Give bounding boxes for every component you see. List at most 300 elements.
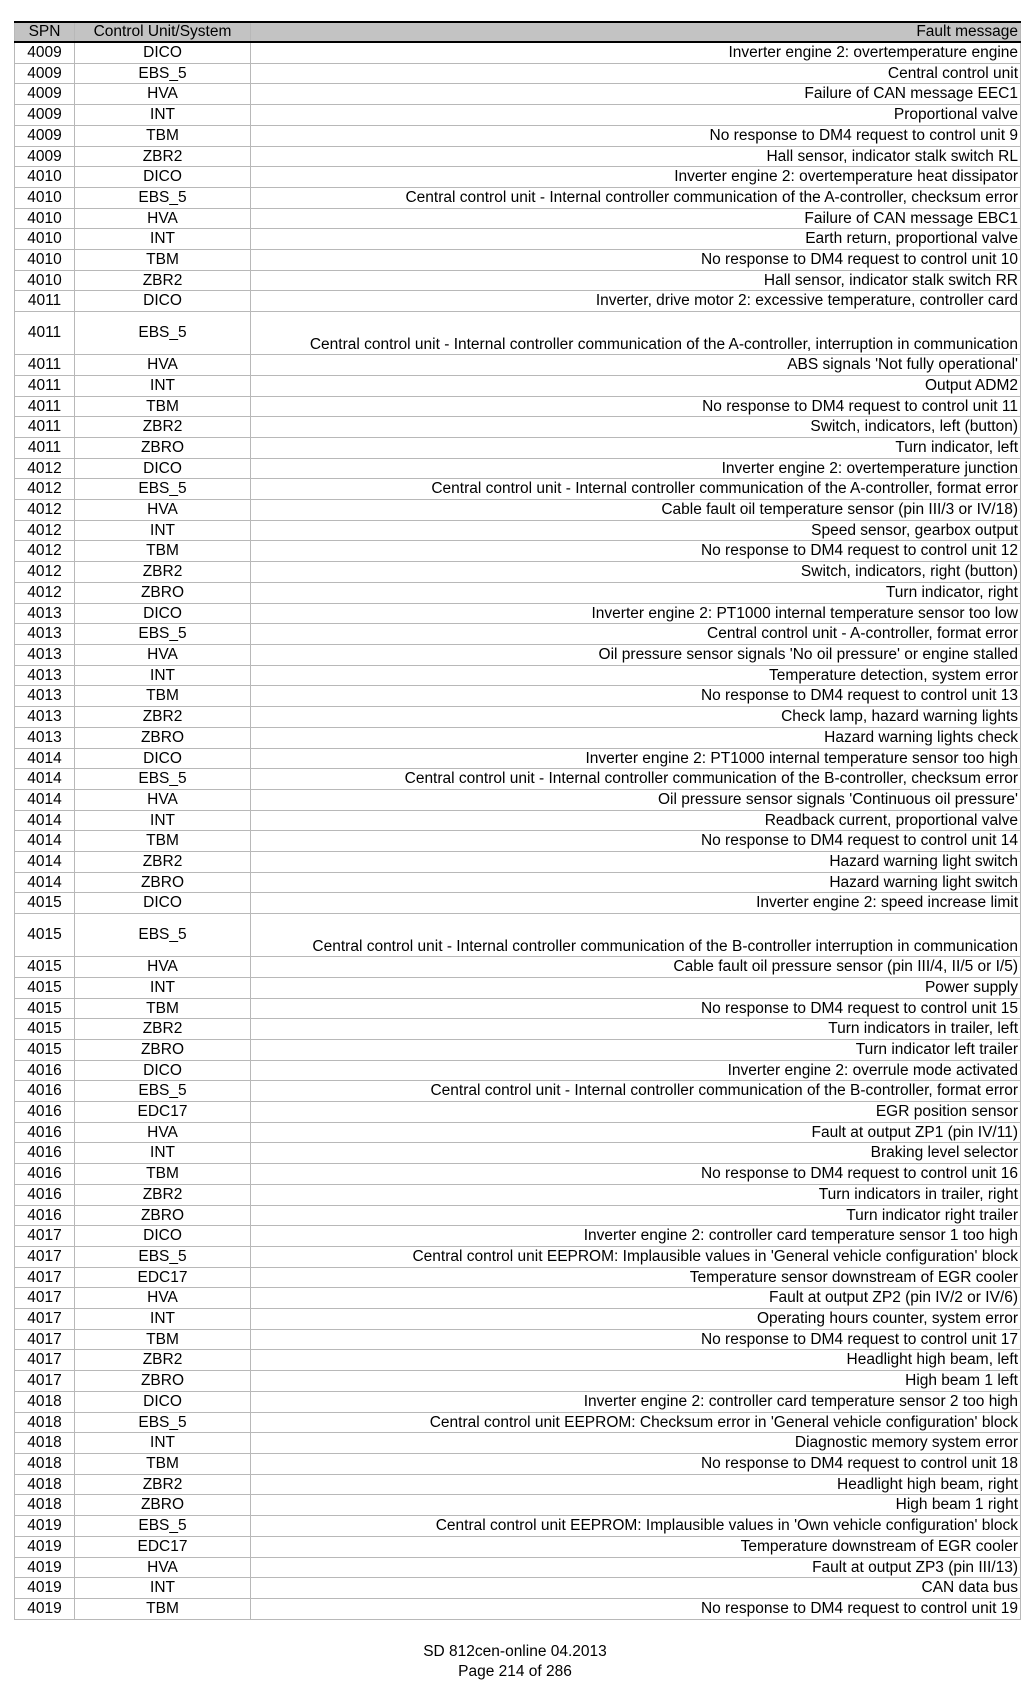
cell-fault-message: No response to DM4 request to control unit 19 (251, 1598, 1021, 1619)
cell-fault-message: Inverter engine 2: speed increase limit (251, 893, 1021, 914)
cell-spn: 4019 (15, 1516, 75, 1537)
cell-fault-message: No response to DM4 request to control unit 14 (251, 831, 1021, 852)
cell-control-unit: ZBR2 (75, 1350, 251, 1371)
cell-fault-message: Inverter engine 2: PT1000 internal temperature sensor too high (251, 748, 1021, 769)
cell-spn: 4015 (15, 893, 75, 914)
cell-spn: 4013 (15, 727, 75, 748)
cell-spn: 4010 (15, 187, 75, 208)
cell-spn: 4009 (15, 63, 75, 84)
cell-control-unit: ZBR2 (75, 417, 251, 438)
table-row (15, 1122, 1021, 1143)
cell-spn: 4012 (15, 479, 75, 500)
cell-spn: 4015 (15, 998, 75, 1019)
cell-fault-message: No response to DM4 request to control unit 17 (251, 1329, 1021, 1350)
table-row (15, 250, 1021, 271)
cell-control-unit: HVA (75, 500, 251, 521)
cell-fault-message: Hall sensor, indicator stalk switch RR (251, 270, 1021, 291)
table-row (15, 1226, 1021, 1247)
cell-spn: 4015 (15, 1039, 75, 1060)
cell-fault-message: Central control unit EEPROM: Implausible values in 'General vehicle configuration' block (251, 1246, 1021, 1267)
cell-control-unit: ZBR2 (75, 562, 251, 583)
cell-spn: 4014 (15, 872, 75, 893)
page-footer (0, 1642, 1030, 1682)
table-row (15, 624, 1021, 645)
cell-fault-message: ABS signals 'Not fully operational' (251, 355, 1021, 376)
cell-fault-message: Oil pressure sensor signals 'No oil pressure' or engine stalled (251, 644, 1021, 665)
table-row (15, 977, 1021, 998)
cell-fault-message: Earth return, proportional valve (251, 229, 1021, 250)
table-row (15, 1350, 1021, 1371)
table-row (15, 229, 1021, 250)
cell-control-unit: INT (75, 520, 251, 541)
cell-spn: 4011 (15, 312, 75, 355)
header-row (15, 22, 1021, 42)
header-spn: SPN (15, 22, 75, 42)
table-row (15, 417, 1021, 438)
table-row (15, 105, 1021, 126)
cell-spn: 4009 (15, 42, 75, 63)
table-row (15, 852, 1021, 873)
cell-control-unit: ZBRO (75, 582, 251, 603)
cell-fault-message: No response to DM4 request to control unit 9 (251, 125, 1021, 146)
cell-control-unit: EBS_5 (75, 63, 251, 84)
cell-fault-message: Central control unit - Internal controller communication of the A-controller, interruption in communication (251, 312, 1021, 355)
cell-spn: 4019 (15, 1578, 75, 1599)
cell-control-unit: ZBRO (75, 437, 251, 458)
cell-spn: 4018 (15, 1454, 75, 1475)
table-row (15, 748, 1021, 769)
cell-control-unit: ZBR2 (75, 1019, 251, 1040)
table-row (15, 146, 1021, 167)
cell-control-unit: HVA (75, 84, 251, 105)
cell-fault-message: Hall sensor, indicator stalk switch RL (251, 146, 1021, 167)
cell-control-unit: TBM (75, 396, 251, 417)
table-row (15, 1329, 1021, 1350)
cell-spn: 4014 (15, 789, 75, 810)
cell-fault-message: Headlight high beam, left (251, 1350, 1021, 1371)
table-row (15, 872, 1021, 893)
cell-spn: 4010 (15, 229, 75, 250)
table-row (15, 1267, 1021, 1288)
cell-fault-message: Headlight high beam, right (251, 1474, 1021, 1495)
cell-spn: 4014 (15, 748, 75, 769)
cell-control-unit: INT (75, 1143, 251, 1164)
cell-control-unit: DICO (75, 893, 251, 914)
table-row (15, 458, 1021, 479)
table-row (15, 84, 1021, 105)
cell-spn: 4014 (15, 831, 75, 852)
cell-spn: 4017 (15, 1371, 75, 1392)
cell-spn: 4015 (15, 1019, 75, 1040)
cell-control-unit: INT (75, 229, 251, 250)
cell-control-unit: ZBR2 (75, 707, 251, 728)
cell-fault-message: Proportional valve (251, 105, 1021, 126)
cell-control-unit: INT (75, 977, 251, 998)
cell-spn: 4012 (15, 541, 75, 562)
cell-control-unit: INT (75, 1578, 251, 1599)
table-row (15, 1164, 1021, 1185)
cell-control-unit: TBM (75, 1454, 251, 1475)
table-row (15, 1433, 1021, 1454)
table-row (15, 1454, 1021, 1475)
cell-fault-message: No response to DM4 request to control unit 10 (251, 250, 1021, 271)
table-row (15, 1288, 1021, 1309)
cell-spn: 4015 (15, 977, 75, 998)
cell-fault-message: Power supply (251, 977, 1021, 998)
table-row (15, 270, 1021, 291)
table-row (15, 665, 1021, 686)
cell-fault-message: Failure of CAN message EBC1 (251, 208, 1021, 229)
cell-control-unit: TBM (75, 1164, 251, 1185)
cell-spn: 4009 (15, 125, 75, 146)
cell-spn: 4010 (15, 208, 75, 229)
cell-control-unit: EBS_5 (75, 1516, 251, 1537)
table-row (15, 831, 1021, 852)
table-row (15, 727, 1021, 748)
cell-control-unit: INT (75, 810, 251, 831)
cell-spn: 4012 (15, 458, 75, 479)
cell-control-unit: DICO (75, 291, 251, 312)
cell-spn: 4011 (15, 417, 75, 438)
table-row (15, 1143, 1021, 1164)
cell-fault-message: Failure of CAN message EEC1 (251, 84, 1021, 105)
table-row (15, 187, 1021, 208)
cell-fault-message: Hazard warning light switch (251, 872, 1021, 893)
cell-control-unit: DICO (75, 1060, 251, 1081)
cell-fault-message: Turn indicators in trailer, right (251, 1184, 1021, 1205)
table-row (15, 479, 1021, 500)
cell-spn: 4019 (15, 1598, 75, 1619)
cell-control-unit: HVA (75, 789, 251, 810)
cell-control-unit: DICO (75, 1226, 251, 1247)
cell-control-unit: TBM (75, 1598, 251, 1619)
table-row (15, 312, 1021, 355)
cell-fault-message: Central control unit - Internal controller communication of the B-controller, format error (251, 1081, 1021, 1102)
cell-fault-message: High beam 1 right (251, 1495, 1021, 1516)
cell-spn: 4016 (15, 1143, 75, 1164)
cell-control-unit: DICO (75, 1391, 251, 1412)
cell-fault-message: Inverter engine 2: overrule mode activated (251, 1060, 1021, 1081)
table-row (15, 125, 1021, 146)
cell-spn: 4018 (15, 1474, 75, 1495)
table-row (15, 167, 1021, 188)
cell-spn: 4016 (15, 1122, 75, 1143)
cell-control-unit: INT (75, 665, 251, 686)
cell-control-unit: DICO (75, 603, 251, 624)
cell-control-unit: ZBR2 (75, 270, 251, 291)
cell-fault-message: Inverter engine 2: overtemperature heat dissipator (251, 167, 1021, 188)
footer-doc-id: SD 812cen-online 04.2013 (423, 1643, 607, 1660)
cell-fault-message: EGR position sensor (251, 1102, 1021, 1123)
table-row (15, 1516, 1021, 1537)
cell-spn: 4010 (15, 270, 75, 291)
cell-control-unit: ZBRO (75, 1039, 251, 1060)
cell-fault-message: Central control unit - Internal controller communication of the A-controller, format error (251, 479, 1021, 500)
cell-fault-message: Central control unit - A-controller, format error (251, 624, 1021, 645)
cell-spn: 4016 (15, 1184, 75, 1205)
cell-spn: 4013 (15, 603, 75, 624)
cell-control-unit: ZBR2 (75, 852, 251, 873)
cell-control-unit: EDC17 (75, 1536, 251, 1557)
table-row (15, 1309, 1021, 1330)
cell-spn: 4017 (15, 1288, 75, 1309)
cell-fault-message: Turn indicator, left (251, 437, 1021, 458)
cell-control-unit: ZBRO (75, 727, 251, 748)
cell-spn: 4018 (15, 1433, 75, 1454)
cell-fault-message: Switch, indicators, right (button) (251, 562, 1021, 583)
cell-spn: 4013 (15, 665, 75, 686)
cell-fault-message: Temperature sensor downstream of EGR cooler (251, 1267, 1021, 1288)
cell-control-unit: TBM (75, 541, 251, 562)
cell-control-unit: TBM (75, 686, 251, 707)
table-row (15, 1557, 1021, 1578)
cell-fault-message: Inverter engine 2: overtemperature junction (251, 458, 1021, 479)
cell-fault-message: Check lamp, hazard warning lights (251, 707, 1021, 728)
cell-control-unit: TBM (75, 125, 251, 146)
table-row (15, 1371, 1021, 1392)
cell-control-unit: EBS_5 (75, 1246, 251, 1267)
cell-fault-message: Switch, indicators, left (button) (251, 417, 1021, 438)
cell-spn: 4014 (15, 852, 75, 873)
cell-control-unit: ZBRO (75, 1205, 251, 1226)
cell-fault-message: No response to DM4 request to control unit 15 (251, 998, 1021, 1019)
cell-fault-message: High beam 1 left (251, 1371, 1021, 1392)
cell-control-unit: HVA (75, 957, 251, 978)
table-row (15, 603, 1021, 624)
cell-fault-message: Inverter, drive motor 2: excessive temperature, controller card (251, 291, 1021, 312)
cell-spn: 4017 (15, 1267, 75, 1288)
cell-control-unit: INT (75, 375, 251, 396)
table-row (15, 1246, 1021, 1267)
fault-code-table (14, 21, 1021, 1620)
table-row (15, 1184, 1021, 1205)
cell-fault-message: Temperature downstream of EGR cooler (251, 1536, 1021, 1557)
table-row (15, 520, 1021, 541)
cell-fault-message: Readback current, proportional valve (251, 810, 1021, 831)
footer-page-number: Page 214 of 286 (458, 1663, 572, 1680)
cell-control-unit: INT (75, 105, 251, 126)
table-row (15, 562, 1021, 583)
cell-fault-message: No response to DM4 request to control unit 16 (251, 1164, 1021, 1185)
cell-spn: 4014 (15, 810, 75, 831)
cell-control-unit: EBS_5 (75, 914, 251, 957)
cell-fault-message: Fault at output ZP1 (pin IV/11) (251, 1122, 1021, 1143)
table-row (15, 644, 1021, 665)
cell-fault-message: Cable fault oil temperature sensor (pin III/3 or IV/18) (251, 500, 1021, 521)
table-header (15, 22, 1021, 42)
cell-spn: 4012 (15, 500, 75, 521)
table-row (15, 355, 1021, 376)
cell-spn: 4009 (15, 105, 75, 126)
cell-spn: 4018 (15, 1495, 75, 1516)
cell-control-unit: TBM (75, 1329, 251, 1350)
cell-spn: 4017 (15, 1246, 75, 1267)
cell-control-unit: ZBRO (75, 1495, 251, 1516)
cell-spn: 4012 (15, 582, 75, 603)
cell-control-unit: EBS_5 (75, 479, 251, 500)
cell-control-unit: EBS_5 (75, 1081, 251, 1102)
cell-control-unit: DICO (75, 748, 251, 769)
cell-fault-message: Temperature detection, system error (251, 665, 1021, 686)
table-row (15, 769, 1021, 790)
header-fault-message: Fault message (251, 22, 1021, 42)
cell-spn: 4013 (15, 644, 75, 665)
cell-control-unit: EBS_5 (75, 312, 251, 355)
cell-spn: 4012 (15, 562, 75, 583)
cell-fault-message: No response to DM4 request to control unit 18 (251, 1454, 1021, 1475)
cell-fault-message: Central control unit - Internal controller communication of the A-controller, checksum error (251, 187, 1021, 208)
table-row (15, 1391, 1021, 1412)
table-row (15, 998, 1021, 1019)
cell-control-unit: INT (75, 1309, 251, 1330)
cell-fault-message: Central control unit EEPROM: Checksum error in 'General vehicle configuration' block (251, 1412, 1021, 1433)
table-row (15, 1474, 1021, 1495)
cell-spn: 4015 (15, 957, 75, 978)
cell-spn: 4013 (15, 624, 75, 645)
cell-spn: 4011 (15, 396, 75, 417)
cell-fault-message: Output ADM2 (251, 375, 1021, 396)
cell-spn: 4010 (15, 250, 75, 271)
cell-control-unit: INT (75, 1433, 251, 1454)
cell-fault-message: No response to DM4 request to control unit 12 (251, 541, 1021, 562)
table-row (15, 541, 1021, 562)
cell-control-unit: DICO (75, 167, 251, 188)
table-row (15, 810, 1021, 831)
cell-spn: 4019 (15, 1557, 75, 1578)
table-body (15, 42, 1021, 1619)
cell-fault-message: Turn indicator right trailer (251, 1205, 1021, 1226)
cell-control-unit: EBS_5 (75, 769, 251, 790)
cell-fault-message: Central control unit - Internal controller communication of the B-controller, checksum error (251, 769, 1021, 790)
table-row (15, 42, 1021, 63)
table-row (15, 789, 1021, 810)
cell-spn: 4018 (15, 1391, 75, 1412)
table-row (15, 1495, 1021, 1516)
table-row (15, 957, 1021, 978)
cell-control-unit: HVA (75, 208, 251, 229)
table-row (15, 208, 1021, 229)
cell-control-unit: HVA (75, 1557, 251, 1578)
table-row (15, 893, 1021, 914)
cell-spn: 4011 (15, 291, 75, 312)
cell-spn: 4017 (15, 1329, 75, 1350)
cell-fault-message: Braking level selector (251, 1143, 1021, 1164)
cell-spn: 4011 (15, 355, 75, 376)
cell-control-unit: HVA (75, 355, 251, 376)
table-row (15, 1598, 1021, 1619)
table-row (15, 1060, 1021, 1081)
cell-fault-message: Inverter engine 2: overtemperature engine (251, 42, 1021, 63)
cell-spn: 4010 (15, 167, 75, 188)
table-row (15, 396, 1021, 417)
table-row (15, 1412, 1021, 1433)
table-row (15, 1536, 1021, 1557)
table-row (15, 707, 1021, 728)
cell-spn: 4012 (15, 520, 75, 541)
cell-fault-message: Turn indicator, right (251, 582, 1021, 603)
cell-fault-message: Diagnostic memory system error (251, 1433, 1021, 1454)
cell-spn: 4011 (15, 437, 75, 458)
table-row (15, 291, 1021, 312)
table-row (15, 686, 1021, 707)
cell-spn: 4017 (15, 1350, 75, 1371)
cell-spn: 4015 (15, 914, 75, 957)
table-row (15, 1039, 1021, 1060)
cell-control-unit: DICO (75, 42, 251, 63)
cell-fault-message: Inverter engine 2: controller card temperature sensor 1 too high (251, 1226, 1021, 1247)
cell-control-unit: ZBRO (75, 872, 251, 893)
table-row (15, 375, 1021, 396)
cell-control-unit: TBM (75, 831, 251, 852)
cell-spn: 4013 (15, 707, 75, 728)
cell-fault-message: Hazard warning lights check (251, 727, 1021, 748)
cell-spn: 4016 (15, 1102, 75, 1123)
cell-control-unit: ZBR2 (75, 146, 251, 167)
cell-spn: 4017 (15, 1226, 75, 1247)
cell-fault-message: No response to DM4 request to control unit 13 (251, 686, 1021, 707)
table-row (15, 500, 1021, 521)
cell-fault-message: Cable fault oil pressure sensor (pin III/4, II/5 or I/5) (251, 957, 1021, 978)
cell-spn: 4018 (15, 1412, 75, 1433)
cell-fault-message: Fault at output ZP2 (pin IV/2 or IV/6) (251, 1288, 1021, 1309)
cell-control-unit: HVA (75, 1122, 251, 1143)
cell-control-unit: TBM (75, 250, 251, 271)
cell-control-unit: EBS_5 (75, 187, 251, 208)
cell-spn: 4014 (15, 769, 75, 790)
cell-fault-message: Central control unit (251, 63, 1021, 84)
table-row (15, 1081, 1021, 1102)
cell-spn: 4016 (15, 1081, 75, 1102)
cell-fault-message: Operating hours counter, system error (251, 1309, 1021, 1330)
cell-control-unit: EBS_5 (75, 624, 251, 645)
cell-spn: 4016 (15, 1060, 75, 1081)
cell-fault-message: Central control unit EEPROM: Implausible values in 'Own vehicle configuration' block (251, 1516, 1021, 1537)
cell-control-unit: ZBRO (75, 1371, 251, 1392)
table-row (15, 914, 1021, 957)
cell-fault-message: CAN data bus (251, 1578, 1021, 1599)
cell-spn: 4019 (15, 1536, 75, 1557)
cell-fault-message: Oil pressure sensor signals 'Continuous oil pressure' (251, 789, 1021, 810)
cell-fault-message: No response to DM4 request to control unit 11 (251, 396, 1021, 417)
header-control-unit: Control Unit/System (75, 22, 251, 42)
cell-fault-message: Inverter engine 2: PT1000 internal temperature sensor too low (251, 603, 1021, 624)
cell-spn: 4009 (15, 146, 75, 167)
cell-control-unit: EDC17 (75, 1102, 251, 1123)
table-row (15, 63, 1021, 84)
cell-spn: 4013 (15, 686, 75, 707)
cell-spn: 4016 (15, 1205, 75, 1226)
cell-spn: 4016 (15, 1164, 75, 1185)
cell-spn: 4011 (15, 375, 75, 396)
cell-fault-message: Turn indicators in trailer, left (251, 1019, 1021, 1040)
cell-fault-message: Central control unit - Internal controller communication of the B-controller interruption in communication (251, 914, 1021, 957)
cell-spn: 4009 (15, 84, 75, 105)
cell-fault-message: Speed sensor, gearbox output (251, 520, 1021, 541)
table-row (15, 437, 1021, 458)
cell-fault-message: Inverter engine 2: controller card temperature sensor 2 too high (251, 1391, 1021, 1412)
table-row (15, 1205, 1021, 1226)
table-row (15, 1102, 1021, 1123)
table-row (15, 1019, 1021, 1040)
cell-control-unit: HVA (75, 1288, 251, 1309)
cell-control-unit: TBM (75, 998, 251, 1019)
table-row (15, 582, 1021, 603)
cell-control-unit: ZBR2 (75, 1184, 251, 1205)
cell-fault-message: Fault at output ZP3 (pin III/13) (251, 1557, 1021, 1578)
table-row (15, 1578, 1021, 1599)
cell-spn: 4017 (15, 1309, 75, 1330)
cell-fault-message: Turn indicator left trailer (251, 1039, 1021, 1060)
